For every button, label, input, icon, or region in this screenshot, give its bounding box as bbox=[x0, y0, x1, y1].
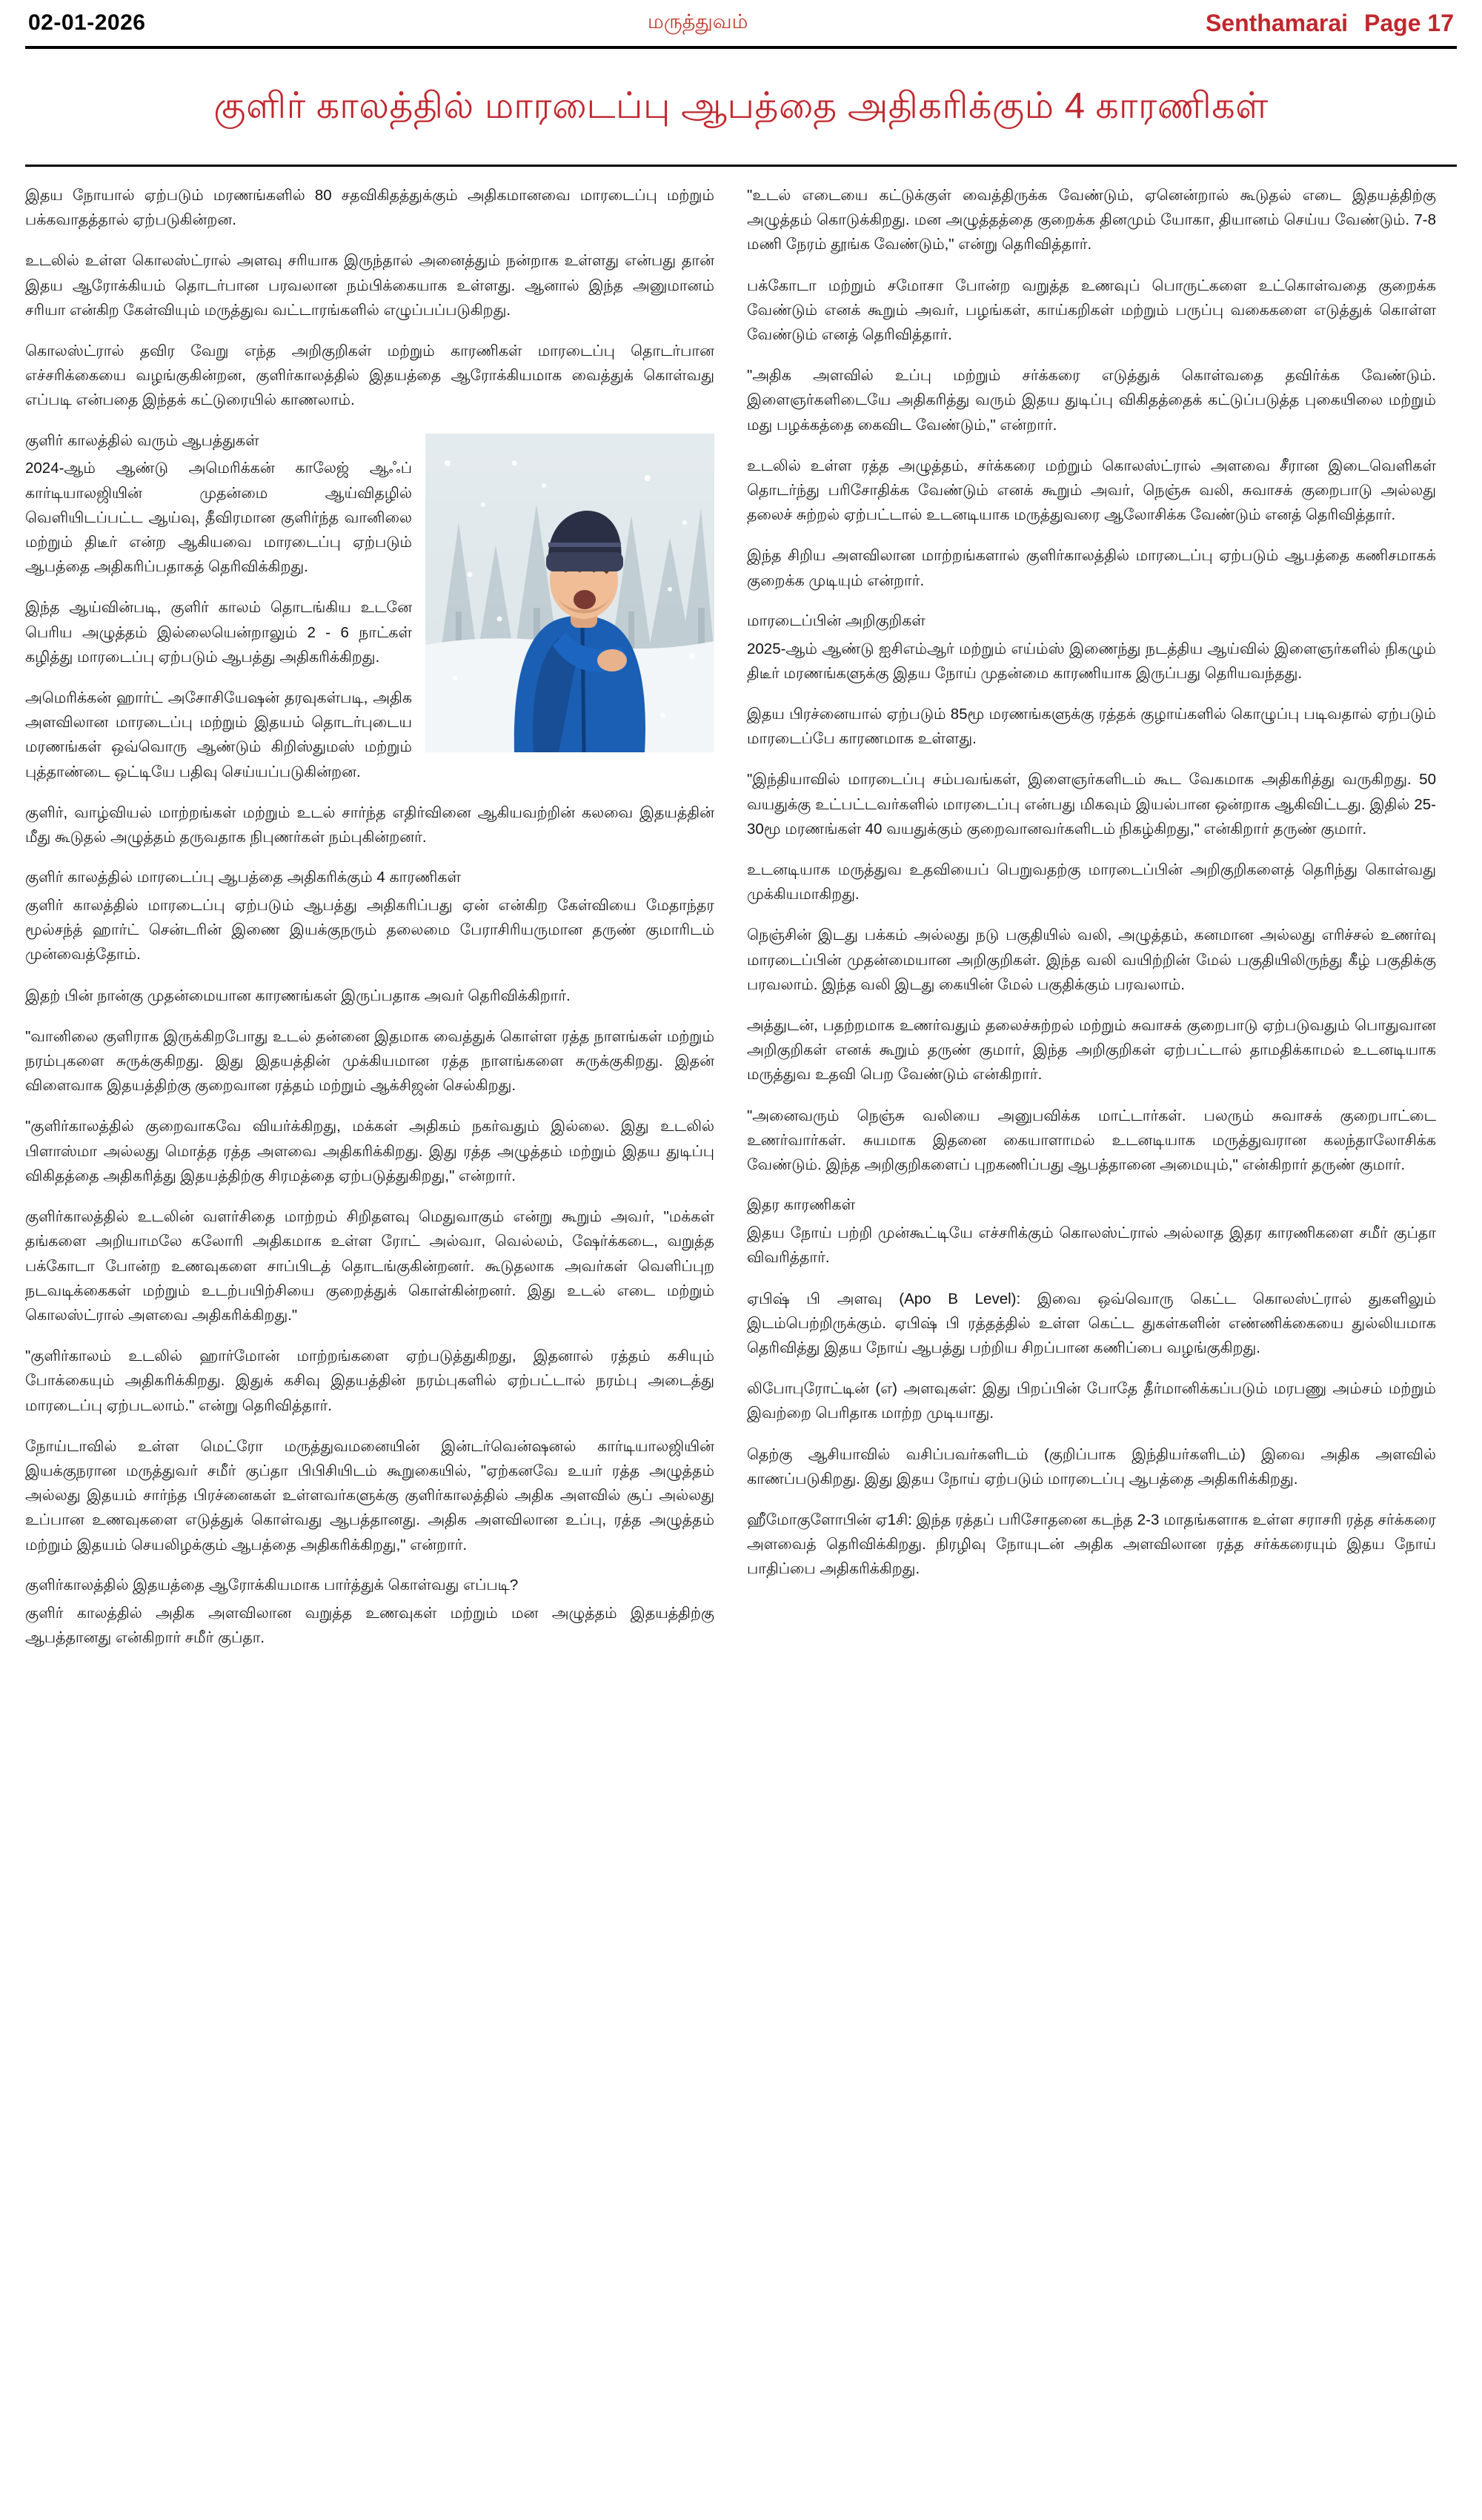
paragraph: தெற்கு ஆசியாவில் வசிப்பவர்களிடம் (குறிப்பாக இந்தியர்களிடம்) இவை அதிக அளவில் காணப்படுகிறது. இது இதய நோய் ஏற்படும் மாரடைப்பு ஆபத்தை அதிகரிக்கிறது. bbox=[747, 1445, 1436, 1488]
subheading: குளிர் காலத்தில் வரும் ஆபத்துகள் bbox=[25, 431, 259, 449]
section-title: மருத்துவம் bbox=[648, 10, 748, 33]
paragraph: லிபோபுரோட்டின் (எ) அளவுகள்: இது பிறப்பின் போதே தீர்மானிக்கப்படும் மரபணு அம்சம் மற்றும் இவற்றை பெரிதாக மாற்ற முடியாது. bbox=[747, 1380, 1436, 1422]
paragraph: இதய பிரச்னையால் ஏற்படும் 85மூ மரணங்களுக்கு ரத்தக் குழாய்களில் கொழுப்பு படிவதால் ஏற்படும் மாரடைப்பே காரணமாக உள்ளது. bbox=[747, 706, 1436, 748]
paragraph: ஹீமோகுளோபின் ஏ1சி: இந்த ரத்தப் பரிசோதனை கடந்த 2-3 மாதங்களாக உள்ள சராசரி ரத்த சர்க்கரை அளவைத் தெரிவிக்கிறது. நிரழிவு நோயுடன் அதிக அளவிலான ரத்த சர்க்கரையும் இதய நோய் பாதிப்பை அதிகரிக்கிறது. bbox=[747, 1511, 1436, 1578]
paragraph: இதய நோய் பற்றி முன்கூட்டியே எச்சரிக்கும் கொலஸ்ட்ரால் அல்லாத இதர காரணிகளை சமீர் குப்தா விவரித்தார். bbox=[747, 1224, 1436, 1267]
paragraph: இதய நோயால் ஏற்படும் மரணங்களில் 80 சதவிகிதத்துக்கும் அதிகமானவை மாரடைப்பு மற்றும் பக்கவாதத்தால் ஏற்படுகின்றன. bbox=[25, 187, 714, 229]
paragraph: "அனைவரும் நெஞ்சு வலியை அனுபவிக்க மாட்டார்கள். பலரும் சுவாசக் குறைபாட்டை உணர்வார்கள். சுயமாக இதனை கையாளாமல் உடனடியாக மருத்துவரான கலந்தாலோசிக்க வேண்டும். இந்த அறிகுறிகளைப் புறகணிப்பது ஆபத்தானை அமையும்," என்கிறார் தருண் குமார். bbox=[747, 1107, 1436, 1174]
paragraph: கொலஸ்ட்ரால் தவிர வேறு எந்த அறிகுறிகள் மற்றும் காரணிகள் மாரடைப்பு தொடர்பான எச்சரிக்கையை வழங்குகின்றன, குளிர்காலத்தில் இதயத்தை ஆரோக்கியமாக வைத்துக் கொள்வது எப்படி என்பதை இந்தக் கட்டுரையில் காணலாம். bbox=[25, 342, 714, 409]
paragraph: பக்கோடா மற்றும் சமோசா போன்ற வறுத்த உணவுப் பொருட்களை உட்கொள்வதை குறைக்க வேண்டும் எனக் கூறும் அவர், பழங்கள், காய்கறிகள் மற்றும் பருப்பு வகைகளை எடுத்துக் கொள்ள வேண்டும் எனத் தெரிவித்தார். bbox=[747, 276, 1436, 344]
publication-brand bbox=[1206, 10, 1454, 37]
subheading: குளிர்காலத்தில் இதயத்தை ஆரோக்கியமாக பார்த்துக் கொள்வது எப்படி? bbox=[25, 1576, 519, 1594]
paragraph: உடனடியாக மருத்துவ உதவியைப் பெறுவதற்கு மாரடைப்பின் அறிகுறிகளைத் தெரிந்து கொள்வது முக்கியமாகிறது. bbox=[747, 861, 1436, 903]
paragraph: குளிர், வாழ்வியல் மாற்றங்கள் மற்றும் உடல் சார்ந்த எதிர்வினை ஆகியவற்றின் கலவை இதயத்தின் மீது கூடுதல் அழுத்தம் தருவதாக நிபுணர்கள் நம்புகின்றனர். bbox=[25, 803, 714, 846]
paragraph: நெஞ்சின் இடது பக்கம் அல்லது நடு பகுதியில் வலி, அழுத்தம், கனமான அல்லது எரிச்சல் உணர்வு மாரடைப்பின் முதன்மையான அறிகுறிகள். இந்த வலி வயிற்றின் மேல் பகுதியிலிருந்து கீழ் பகுதிக்கு பரவலாம். இந்த வலி இடது கையின் மேல் பகுதிக்கும் பரவலாம். bbox=[747, 926, 1436, 993]
paragraph: இதற் பின் நான்கு முதன்மையான காரணங்கள் இருப்பதாக அவர் தெரிவிக்கிறார். bbox=[25, 987, 571, 1004]
paragraph: "உடல் எடையை கட்டுக்குள் வைத்திருக்க வேண்டும், ஏனென்றால் கூடுதல் எடை இதயத்திற்கு அழுத்தம் கொடுக்கிறது. மன அழுத்தத்தை குறைக்க தினமும் யோகா, தியானம் செய்ய வேண்டும். 7-8 மணி நேரம் தூங்க வேண்டும்," என்று தெரிவித்தார். bbox=[747, 187, 1436, 253]
paragraph: "வானிலை குளிராக இருக்கிறபோது உடல் தன்னை இதமாக வைத்துக் கொள்ள ரத்த நாளங்கள் மற்றும் நரம்புகளை சுருக்குகிறது. இது இதயத்தின் முக்கியமான ரத்த நாளங்களை சுருக்குகிறது. இதன் விளைவாக இதயத்திற்கு குறைவான ரத்தம் மற்றும் ஆக்சிஜன் செல்கிறது. bbox=[25, 1027, 714, 1095]
article-body bbox=[25, 167, 1457, 1666]
headline-container bbox=[25, 49, 1457, 167]
left-column bbox=[25, 183, 714, 1666]
photo-illustration bbox=[425, 434, 714, 752]
article-headline: குளிர் காலத்தில் மாரடைப்பு ஆபத்தை அதிகரிக்கும் 4 காரணிகள் bbox=[213, 85, 1269, 126]
paragraph: அத்துடன், பதற்றமாக உணர்வதும் தலைச்சுற்றல் மற்றும் சுவாசக் குறைபாடு ஏற்படுவதும் பொதுவான அறிகுறிகள் எனக் கூறும் தருண் குமார், இந்த அறிகுறிகள் ஏற்பட்டால் தாமதிக்காமல் உடனடியாக மருத்துவ உதவி பெற வேண்டும் என்கிறார். bbox=[747, 1017, 1436, 1084]
masthead bbox=[25, 0, 1457, 49]
brand-name: Senthamarai bbox=[1205, 9, 1349, 36]
paragraph: இந்த ஆய்வின்படி, குளிர் காலம் தொடங்கிய உடனே பெரிய அழுத்தம் இல்லையென்றாலும் 2 - 6 நாட்கள் கழித்து மாரடைப்பு ஏற்படும் ஆபத்து அதிகரிக்கிறது. bbox=[25, 599, 412, 666]
subheading: குளிர் காலத்தில் மாரடைப்பு ஆபத்தை அதிகரிக்கும் 4 காரணிகள் bbox=[25, 869, 462, 886]
paragraph: "அதிக அளவில் உப்பு மற்றும் சர்க்கரை எடுத்துக் கொள்வதை தவிர்க்க வேண்டும். இளைஞர்களிடையே அதிகரித்து வரும் இதய துடிப்பு விகிதத்தைக் கட்டுப்படுத்த புகையிலை மற்றும் மது பழக்கத்தை கைவிட வேண்டும்," என்றார். bbox=[747, 367, 1436, 434]
paragraph: அமெரிக்கன் ஹார்ட் அசோசியேஷன் தரவுகள்படி, அதிக அளவிலான மாரடைப்பு மற்றும் இதயம் தொடர்புடைய மரணங்கள் ஒவ்வொரு ஆண்டும் கிறிஸ்துமஸ் மற்றும் புத்தாண்டை ஒட்டியே பதிவு செய்யப்படுகின்றன. bbox=[25, 689, 412, 780]
publication-date: 02-01-2026 bbox=[28, 10, 146, 35]
paragraph: ஏபிஷ் பி அளவு (Apo B Level): இவை ஒவ்வொரு கெட்ட கொலஸ்ட்ரால் துகளிலும் இடம்பெற்றிருக்கும். ஏபிஷ் பி ரத்தத்தில் உள்ள கெட்ட துகள்களின் எண்ணிக்கையை துல்லியமாக தெரிவித்து இதய நோய் ஆபத்து பற்றிய சிறப்பான கணிப்பை வழங்குகிறது. bbox=[747, 1290, 1436, 1356]
article-photo bbox=[425, 434, 714, 752]
paragraph: "குளிர்காலம் உடலில் ஹார்மோன் மாற்றங்களை ஏற்படுத்துகிறது, இதனால் ரத்தம் கசியும் போக்கையும் அதிகரிக்கிறது. இதுக் கசிவு இதயத்தின் நரம்புகளில் ஏற்பட்டால் நரம்பு அடைத்து மாரடைப்பு ஏற்படலாம்." என்று தெரிவித்தார். bbox=[25, 1347, 714, 1414]
right-column bbox=[747, 183, 1436, 1666]
paragraph: உடலில் உள்ள கொலஸ்ட்ரால் அளவு சரியாக இருந்தால் அனைத்தும் நன்றாக உள்ளது என்பது தான் இதய ஆரோக்கியம் தொடர்பான பரவலான நம்பிக்கையாக உள்ளது. ஆனால் இந்த அனுமானம் சரியா என்கிற கேள்வியும் மருத்துவ வட்டாரங்களில் எழுப்பப்படுகிறது. bbox=[25, 252, 714, 319]
page-number: Page 17 bbox=[1364, 9, 1454, 36]
subheading: மாரடைப்பின் அறிகுறிகள் bbox=[747, 611, 926, 629]
paragraph: 2025-ஆம் ஆண்டு ஐசிஎம்ஆர் மற்றும் எய்ம்ஸ் இணைந்து நடத்திய ஆய்வில் இளைஞர்களில் நிகழும் திடீர் மரணங்களுக்கு இதய நோய் முதன்மை காரணியாக இருப்பது தெரியவந்தது. bbox=[747, 640, 1436, 682]
paragraph: 2024-ஆம் ஆண்டு அமெரிக்கன் காலேஜ் ஆஃப் கார்டியாலஜியின் முதன்மை ஆய்விதழில் வெளியிடப்பட்ட ஆய்வு, தீவிரமான குளிர்ந்த வானிலை மற்றும் திடீர் என்ற ஆகியவை மாரடைப்பு ஏற்படும் ஆபத்தை அதிகரிப்பதாகத் தெரிவிக்கிறது. bbox=[25, 460, 412, 576]
paragraph: குளிர் காலத்தில் அதிக அளவிலான வறுத்த உணவுகள் மற்றும் மன அழுத்தம் இதயத்திற்கு ஆபத்தானது என்கிறார் சமீர் குப்தா. bbox=[25, 1604, 714, 1646]
paragraph: உடலில் உள்ள ரத்த அழுத்தம், சர்க்கரை மற்றும் கொலஸ்ட்ரால் அளவை சீரான இடைவெளிகள் தொடர்ந்து பரிசோதிக்க வேண்டும் எனக் கூறும் அவர், நெஞ்சு வலி, சுவாசக் குறைபாடு அல்லது தலைச் சுற்றல் ஏற்பட்டால் உடனடியாக மருத்துவரை ஆலோசிக்க வேண்டும் எனத் தெரிவித்தார். bbox=[747, 457, 1436, 524]
paragraph: நோய்டாவில் உள்ள மெட்ரோ மருத்துவமனையின் இன்டர்வென்ஷனல் கார்டியாலஜியின் இயக்குநரான மருத்துவர் சமீர் குப்தா பிபிசியிடம் கூறுகையில், "ஏற்கனவே உயர் ரத்த அழுத்தம் அல்லது இதயம் சார்ந்த பிரச்னைகள் உள்ளவர்களுக்கு குளிர்காலத்தில் அதிக அளவில் சூப் அல்லது உப்பான உணவுகளை எடுத்துக் கொள்வது ஆபத்தானது. அதிக அளவிலான உப்பு, ரத்த அழுத்தம் மற்றும் இதயம் செயலிழக்கும் ஆபத்தை அதிகரிக்கிறது," என்றார். bbox=[25, 1437, 714, 1554]
paragraph: குளிர்காலத்தில் உடலின் வளர்சிதை மாற்றம் சிறிதளவு மெதுவாகும் என்று கூறும் அவர், "மக்கள் தங்களை அறியாமலே கலோரி அதிகமாக உள்ள ரோட் அல்வா, வெல்லம், ஷேர்க்கடை, வறுத்த பக்கோடா போன்ற உணவுகளை சாப்பிடத் தொடங்குகின்றனர். கூடுதலாக அவர்கள் வெளிப்புற நடவடிக்கைகள் மற்றும் உடற்பயிற்சியை குறைத்துக் கொள்கின்றனர். இது உடல் எடை மற்றும் கொலஸ்ட்ரால் அளவை அதிகரிக்கிறது." bbox=[25, 1208, 714, 1324]
paragraph: "இந்தியாவில் மாரடைப்பு சம்பவங்கள், இளைஞர்களிடம் கூட வேகமாக அதிகரித்து வருகிறது. 50 வயதுக்கு உட்பட்டவர்களில் மாரடைப்பு என்பது மிகவும் இயல்பான ஒன்றாக ஆகிவிட்டது. இதில் 25-30மூ மரணங்கள் 40 வயதுக்கும் குறைவானவர்களிடம் நிகழ்கிறது," என்கிறார் தருண் குமார். bbox=[747, 771, 1436, 838]
subheading: இதர காரணிகள் bbox=[747, 1196, 856, 1214]
paragraph: இந்த சிறிய அளவிலான மாற்றங்களால் குளிர்காலத்தில் மாரடைப்பு ஏற்படும் ஆபத்தை கணிசமாகக் குறைக்க முடியும் என்றார். bbox=[747, 547, 1436, 589]
paragraph: "குளிர்காலத்தில் குறைவாகவே வியர்க்கிறது, மக்கள் அதிகம் நகர்வதும் இல்லை. இது உடலில் பிளாஸ்மா அல்லது மொத்த ரத்த அளவை அதிகரிக்கிறது. இது ரத்த அழுத்தம் மற்றும் இதய துடிப்பு விகிதத்தை அதிகரித்து இதயத்திற்கு சிரமத்தை ஏற்படுத்துகிறது," என்றார். bbox=[25, 1118, 714, 1184]
paragraph: குளிர் காலத்தில் மாரடைப்பு ஏற்படும் ஆபத்து அதிகரிப்பது ஏன் என்கிற கேள்வியை மேதாந்தர மூல்சந்த் ஹார்ட் சென்டரின் இணை இயக்குநரும் தலைமை பேராசிரியருமான தருண் குமாரிடம் முன்வைத்தோம். bbox=[25, 897, 714, 964]
